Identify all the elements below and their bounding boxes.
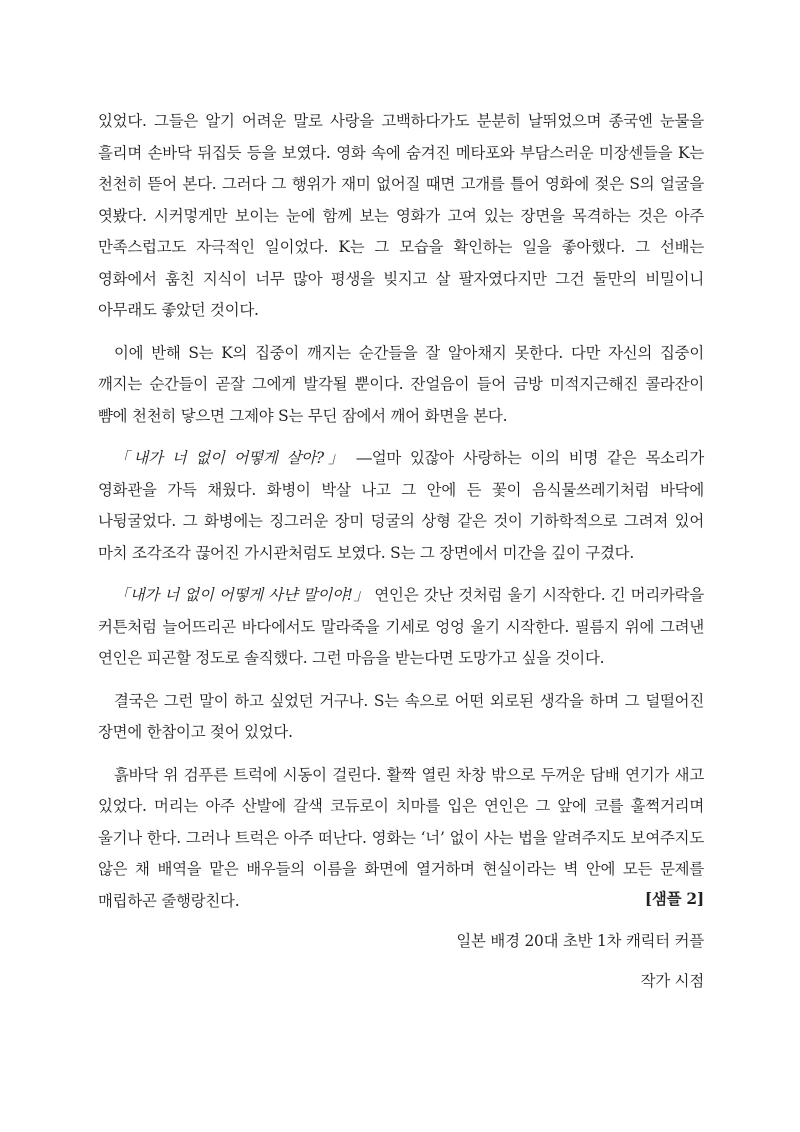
sample-point-of-view: 작가 시점 xyxy=(640,972,704,990)
paragraph-2: 이에 반해 S는 K의 집중이 깨지는 순간들을 잘 알아채지 못한다. 다만 자신의 집중이 깨지는 순간들이 곧잘 그에게 발각될 뿐이다. 잔얼음이 들어 금방 미적지근해진 콜라잔이 뺨에 천천히 닿으면 그제야 S는 무딘 잠에서 깨어 화면을 본다. xyxy=(98,343,704,425)
paragraph-5: 결국은 그런 말이 하고 싶었던 거구나. S는 속으로 어떤 외로된 생각을 하며 그 덜떨어진 장면에 한참이고 젖어 있었다. xyxy=(98,691,704,741)
document-body xyxy=(98,106,704,928)
paragraph-6: 흙바닥 위 검푸른 트럭에 시동이 걸린다. 활짝 열린 차창 밖으로 두꺼운 담배 연기가 새고 있었다. 머리는 아주 산발에 갈색 코듀로이 치마를 입은 연인은 그 앞에 코를 훌쩍거리며 울기나 한다. 그러나 트럭은 아주 떠난다. 영화는 ‘너’ 없이 사는 법을 알려주지도 보여주지도 않은 채 배역을 맡은 배우들의 이름을 화면에 열거하며 현실이라는 벽 안에 모든 문제를 매립하곤 줄행랑친다. xyxy=(98,765,704,910)
sample-description: 일본 배경 20대 초반 1차 캐릭터 커플 xyxy=(456,932,704,950)
paragraph-4 xyxy=(98,580,704,675)
sample-label: [샘플 2] xyxy=(644,890,704,908)
dialogue-quote-1: 「내가 너 없이 어떻게 살아?」 xyxy=(114,449,348,467)
paragraph-3 xyxy=(98,443,704,569)
paragraph-1: 있었다. 그들은 알기 어려운 말로 사랑을 고백하다가도 분분히 날뛰었으며 종국엔 눈물을 흘리며 손바닥 뒤집듯 등을 보였다. 영화 속에 숨겨진 메타포와 부담스러운 미장센들을 K는 천천히 뜯어 본다. 그러다 그 행위가 재미 없어질 때면 고개를 틀어 영화에 젖은 S의 얼굴을 엿봤다. 시커멓게만 보이는 눈에 함께 보는 영화가 고여 있는 장면을 목격하는 것은 아주 만족스럽고도 자극적인 일이었다. K는 그 모습을 확인하는 일을 좋아했다. 그 선배는 영화에서 훔친 지식이 너무 많아 평생을 빚지고 살 팔자였다지만 그건 둘만의 비밀이니 아무래도 좋았던 것이다. xyxy=(98,112,704,319)
paragraph-3-text: ―얼마 있잖아 사랑하는 이의 비명 같은 목소리가 영화관을 가득 채웠다. 화병이 박살 나고 그 안에 든 꽃이 음식물쓰레기처럼 바닥에 나뒹굴었다. 그 화병에는 징그러운 장미 덩굴의 상형 같은 것이 기하학적으로 그려져 있어 마치 조각조각 끊어진 가시관처럼도 보였다. S는 그 장면에서 미간을 깊이 구겼다. xyxy=(98,449,704,562)
dialogue-quote-2: 「내가 너 없이 어떻게 사냔 말이야!」 xyxy=(114,586,370,604)
paragraph-4-text: 연인은 갓난 것처럼 울기 시작한다. 긴 머리카락을 커튼처럼 늘어뜨리곤 바다에서도 말라죽을 기세로 엉엉 울기 시작한다. 필름지 위에 그려낸 연인은 피곤할 정도로 솔직했다. 그런 마음을 받는다면 도망가고 싶을 것이다. xyxy=(98,586,704,667)
